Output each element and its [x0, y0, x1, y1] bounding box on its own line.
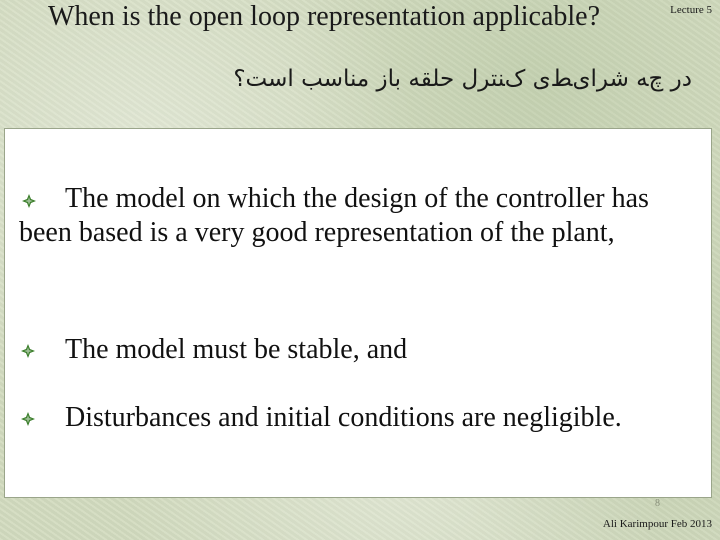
slide-title: When is the open loop representation applicable?: [48, 1, 601, 32]
persian-subtitle: در چﻪ ﺷﺮﺍیﻂی کﻨﺘﺮﻝ ﺣﻠﻘﻪ ﺑﺎﺯ ﻣﻨﺎﺳﺐ ﺍﺳﺖ؟: [233, 66, 692, 92]
diamond-bullet-icon: [21, 344, 35, 358]
diamond-bullet-icon: [21, 412, 35, 426]
bullet-item-3: Disturbances and initial conditions are negligible.: [65, 402, 622, 433]
lecture-label: Lecture 5: [670, 4, 712, 16]
page-number: 8: [655, 498, 660, 509]
bullet-item-2: The model must be stable, and: [65, 334, 408, 365]
footer-credit: Ali Karimpour Feb 2013: [602, 518, 712, 530]
bullet-item-1: The model on which the design of the controller has been based is a very good representation of the plant,: [19, 183, 649, 248]
content-box: [4, 128, 712, 498]
